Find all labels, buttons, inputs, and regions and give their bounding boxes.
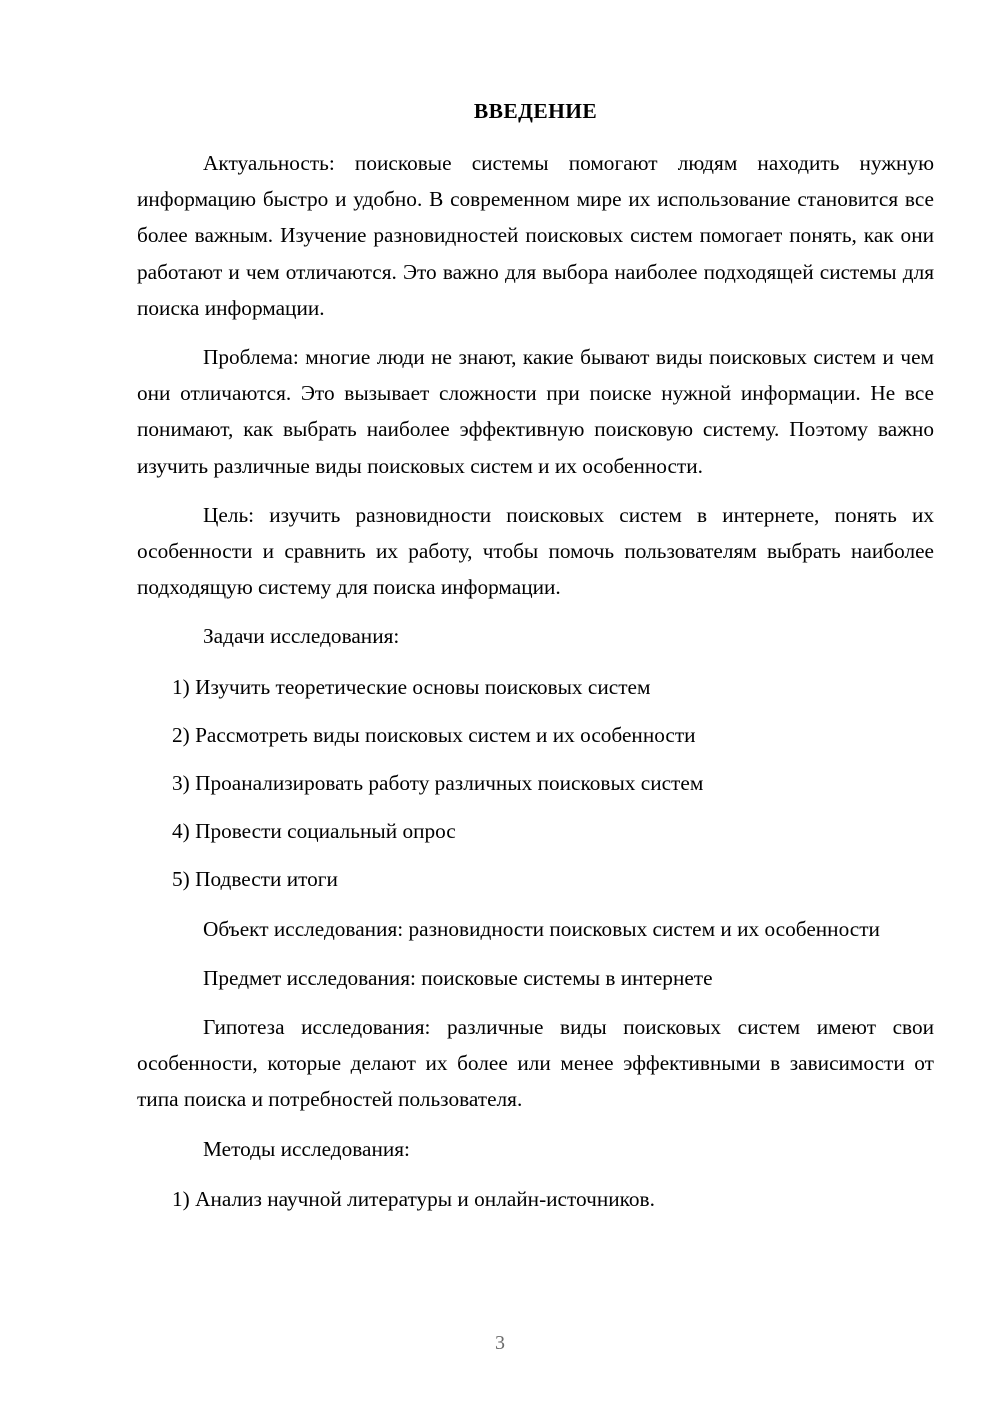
list-item: 5) Подвести итоги [172, 867, 338, 892]
tasks-list [137, 655, 934, 898]
list-item: 1) Изучить теоретические основы поисковых систем [172, 674, 651, 699]
paragraph-goal: Цель: изучить разновидности поисковых систем в интернете, понять их особенности и сравнить их работу, чтобы помочь пользователям выбрать наиболее подходящую систему для поиска информации. [137, 502, 934, 600]
methods-list [137, 1167, 934, 1217]
page-title: ВВЕДЕНИЕ [473, 99, 598, 123]
list-item: 1) Анализ научной литературы и онлайн-источников. [172, 1186, 655, 1211]
paragraph-object: Объект исследования: разновидности поисковых систем и их особенности [203, 916, 880, 941]
paragraph-subject: Предмет исследования: поисковые системы в интернете [203, 965, 713, 990]
label-methods: Методы исследования: [203, 1136, 410, 1161]
document-body [137, 0, 934, 1217]
paragraph-relevance: Актуальность: поисковые системы помогают людям находить нужную информацию быстро и удобно. В современном мире их использование становится все более важным. Изучение разновидностей поисковых систем помогает понять, как они работают и чем отличаются. Это важно для выбора наиболее подходящей системы для поиска информации. [137, 151, 934, 320]
list-item: 4) Провести социальный опрос [172, 819, 456, 844]
page-number: 3 [495, 1332, 505, 1354]
label-tasks: Задачи исследования: [203, 624, 400, 649]
list-item: 2) Рассмотреть виды поисковых систем и их особенности [172, 722, 696, 747]
paragraph-problem: Проблема: многие люди не знают, какие бывают виды поисковых систем и чем они отличаются. Это вызывает сложности при поиске нужной информации. Не все понимают, как выбрать наиболее эффективную поисковую систему. Поэтому важно изучить различные виды поисковых систем и их особенности. [137, 345, 934, 478]
paragraph-hypothesis: Гипотеза исследования: различные виды поисковых систем имеют свои особенности, которые делают их более или менее эффективными в зависимости от типа поиска и потребностей пользователя. [137, 1015, 934, 1112]
list-item: 3) Проанализировать работу различных поисковых систем [172, 771, 704, 796]
